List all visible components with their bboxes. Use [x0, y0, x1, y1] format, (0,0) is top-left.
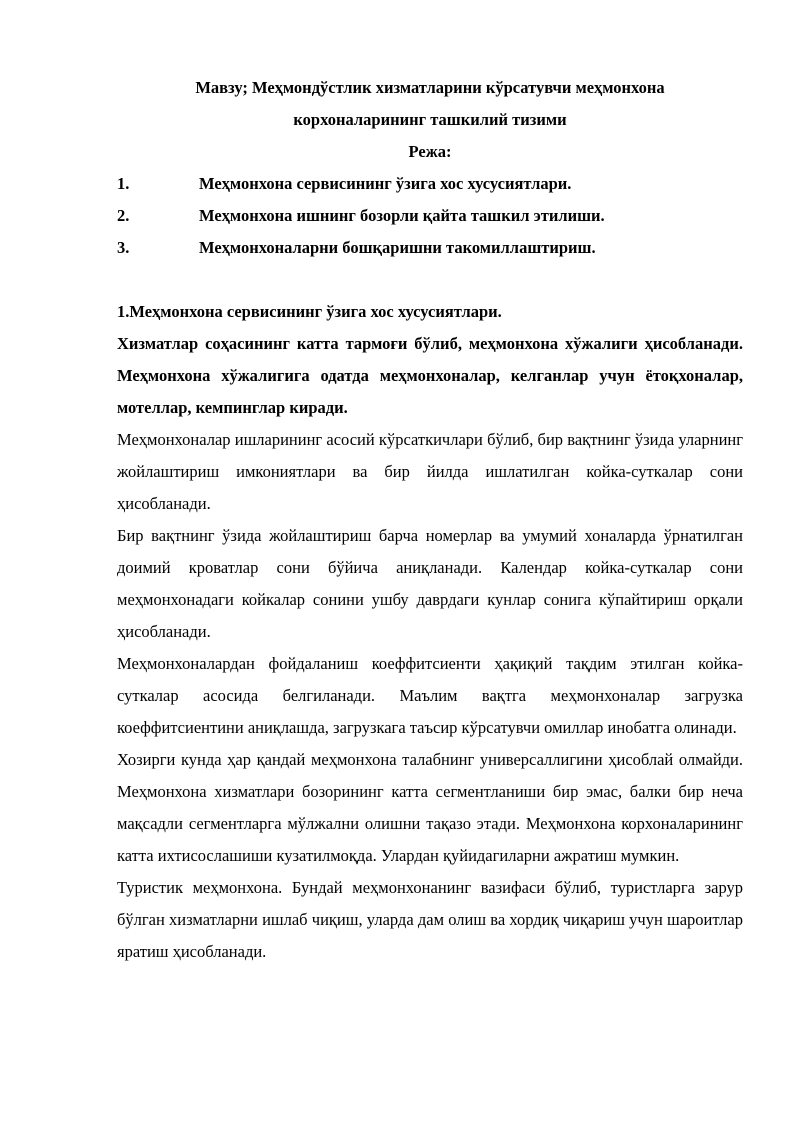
- paragraph: Бир вақтнинг ўзида жойлаштириш барча номерлар ва умумий хоналарда ўрнатилган доимий кроватлар сони бўйича аниқланади. Календар койка-суткалар сони меҳмонхонадаги койкалар сонини ушбу даврдаги кунлар сонига кўпайтириш орқали ҳисобланади.: [117, 526, 743, 641]
- plan-item-text: Меҳмонхона ишнинг бозорли қайта ташкил этилиши.: [199, 206, 605, 225]
- paragraph: Туристик меҳмонхона. Бундай меҳмонхонанинг вазифаси бўлиб, туристларга зарур бўлган хизматларни ишлаб чиқиш, уларда дам олиш ва хордиқ чиқариш учун шароитлар яратиш ҳисобланади.: [117, 878, 743, 961]
- plan-item-number: 2.: [117, 206, 130, 225]
- plan-item: [117, 232, 743, 264]
- plan-list: [117, 168, 743, 264]
- plan-heading: Режа:: [408, 142, 452, 161]
- paragraph: Меҳмонхоналардан фойдаланиш коеффитсиенти ҳақиқий тақдим этилган койка-суткалар асосида белгиланади. Маълим вақтга меҳмонхоналар загрузка коеффитсиентини аниқлашда, загрузкага таъсир кўрсатувчи омиллар инобатга олинади.: [117, 654, 743, 737]
- document-title-line-2: корхоналарининг ташкилий тизими: [293, 110, 567, 129]
- document-title-line-1: Мавзу; Меҳмондўстлик хизматларини кўрсатувчи меҳмонхона: [195, 78, 665, 97]
- paragraph-intro: Хизматлар соҳасининг катта тармоғи бўлиб, меҳмонхона хўжалиги ҳисобланади. Меҳмонхона хўжалигига одатда меҳмонхоналар, келганлар учун ётоқхоналар, мотеллар, кемпинглар киради.: [117, 334, 743, 417]
- plan-item-text: Меҳмонхоналарни бошқаришни такомиллаштириш.: [199, 238, 596, 257]
- blank-line: [117, 264, 743, 296]
- plan-item-number: 3.: [117, 238, 130, 257]
- plan-item: [117, 168, 743, 200]
- paragraph: Меҳмонхоналар ишларининг асосий кўрсаткичлари бўлиб, бир вақтнинг ўзида уларнинг жойлаштириш имкониятлари ва бир йилда ишлатилган койка-суткалар сони ҳисобланади.: [117, 430, 743, 513]
- plan-item-text: Меҳмонхона сервисининг ўзига хос хусусиятлари.: [199, 174, 572, 193]
- plan-item: [117, 200, 743, 232]
- paragraph: Хозирги кунда ҳар қандай меҳмонхона талабнинг универсаллигини ҳисоблай олмайди. Меҳмонхона хизматлари бозорининг катта сегментланиши бир эмас, балки бир неча мақсадли сегментларга мўлжални олишни тақазо этади. Меҳмонхона корхоналарининг катта ихтисослашиши кузатилмоқда. Улардан қуйидагиларни ажратиш мумкин.: [117, 750, 743, 865]
- plan-item-number: 1.: [117, 174, 130, 193]
- section-heading: 1.Меҳмонхона сервисининг ўзига хос хусусиятлари.: [117, 302, 502, 321]
- document-page: [117, 72, 743, 968]
